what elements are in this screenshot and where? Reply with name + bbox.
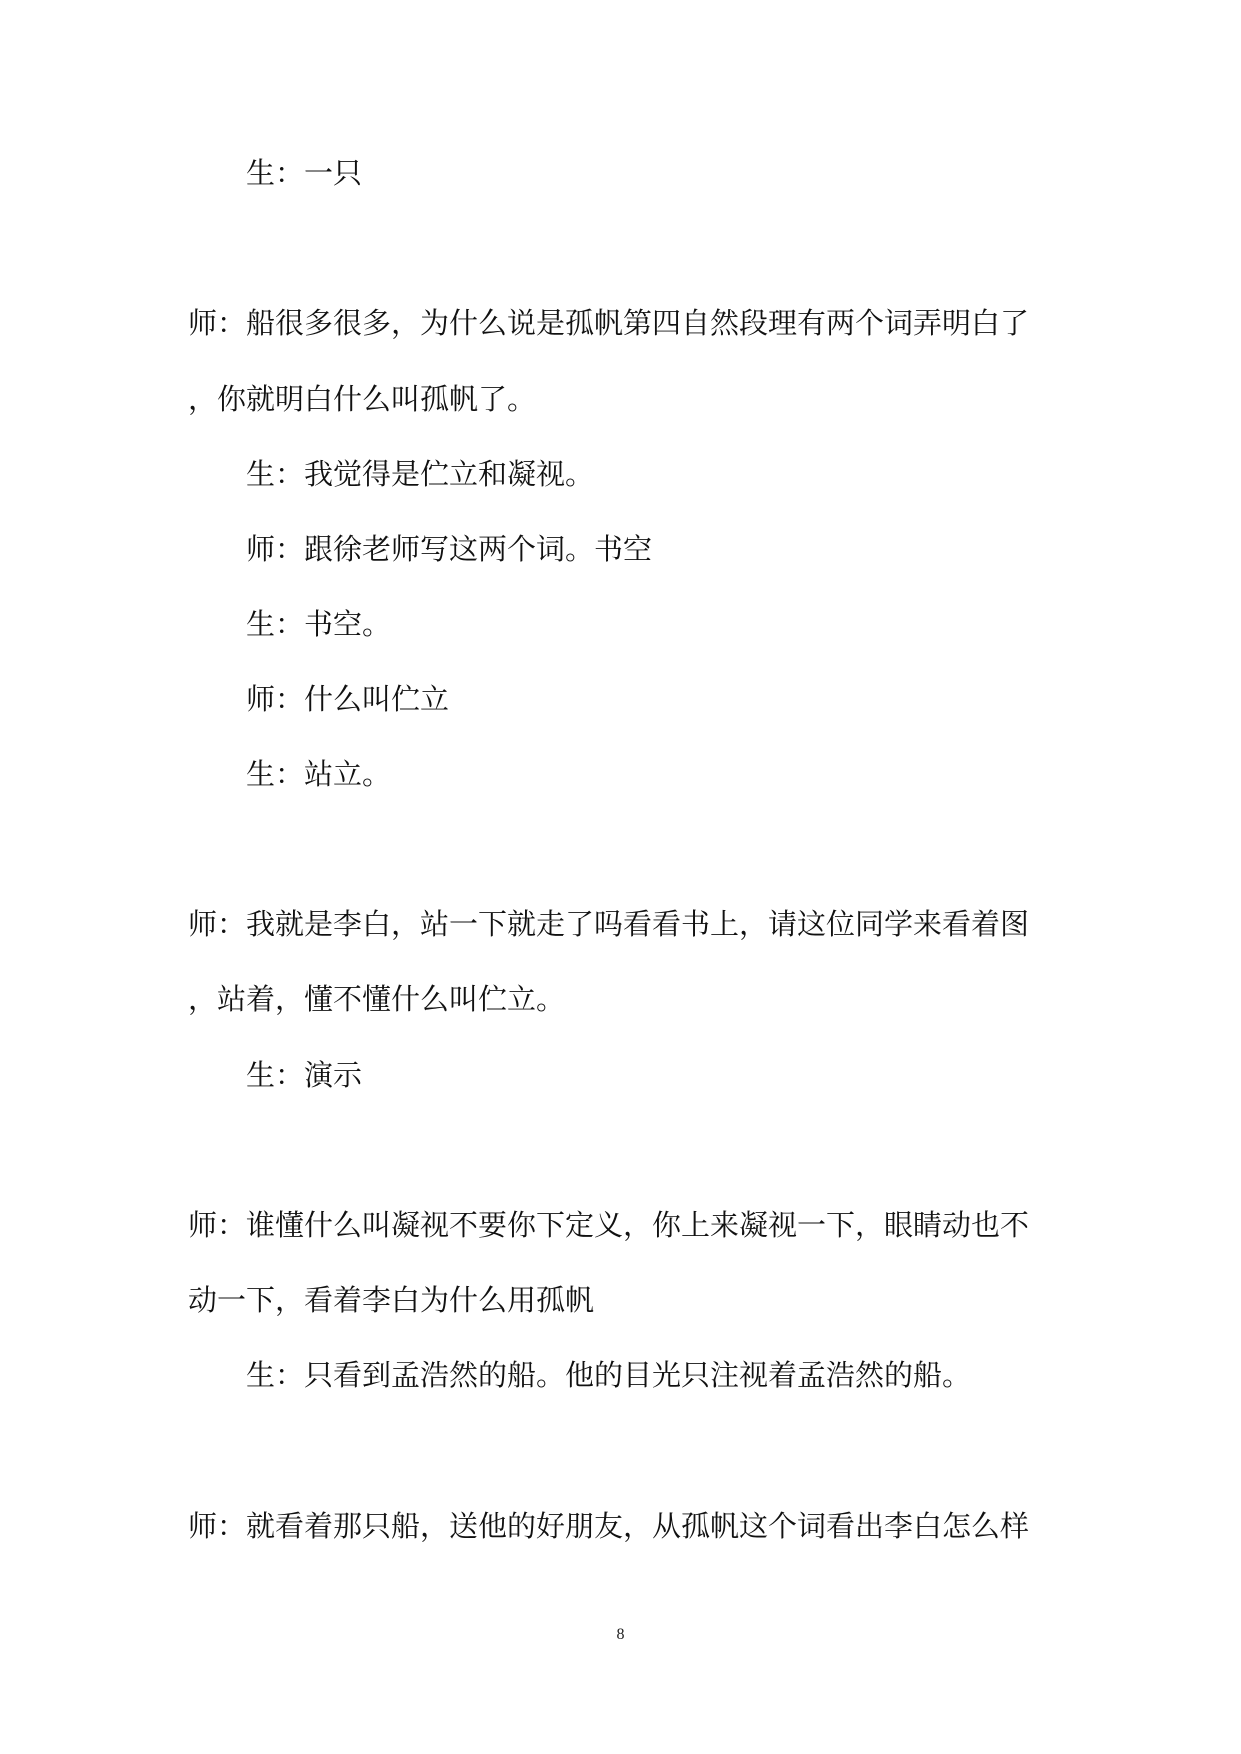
- text-line: 生：演示: [246, 1058, 363, 1092]
- text-line: ，站着，懂不懂什么叫伫立。: [188, 982, 566, 1016]
- text-line: ，你就明白什么叫孤帆了。: [188, 382, 537, 416]
- text-line: 师：我就是李白，站一下就走了吗看看书上，请这位同学来看着图: [188, 907, 1030, 941]
- text-line: 师：船很多很多，为什么说是孤帆第四自然段理有两个词弄明白了: [188, 306, 1030, 340]
- text-line: 生：我觉得是伫立和凝视。: [246, 457, 595, 491]
- text-line: 师：谁懂什么叫凝视不要你下定义，你上来凝视一下，眼睛动也不: [188, 1208, 1030, 1242]
- text-line: 师：就看着那只船，送他的好朋友，从孤帆这个词看出李白怎么样: [188, 1509, 1030, 1543]
- text-line: 师：什么叫伫立: [246, 682, 450, 716]
- text-line: 生：只看到孟浩然的船。他的目光只注视着孟浩然的船。: [246, 1358, 972, 1392]
- text-line: 生：书空。: [246, 607, 392, 641]
- text-line: 动一下，看着李白为什么用孤帆: [188, 1283, 595, 1317]
- text-line: 师：跟徐老师写这两个词。书空: [246, 532, 653, 566]
- page-number: 8: [616, 1626, 625, 1643]
- text-line: 生：站立。: [246, 757, 392, 791]
- text-line: 生：一只: [246, 156, 363, 190]
